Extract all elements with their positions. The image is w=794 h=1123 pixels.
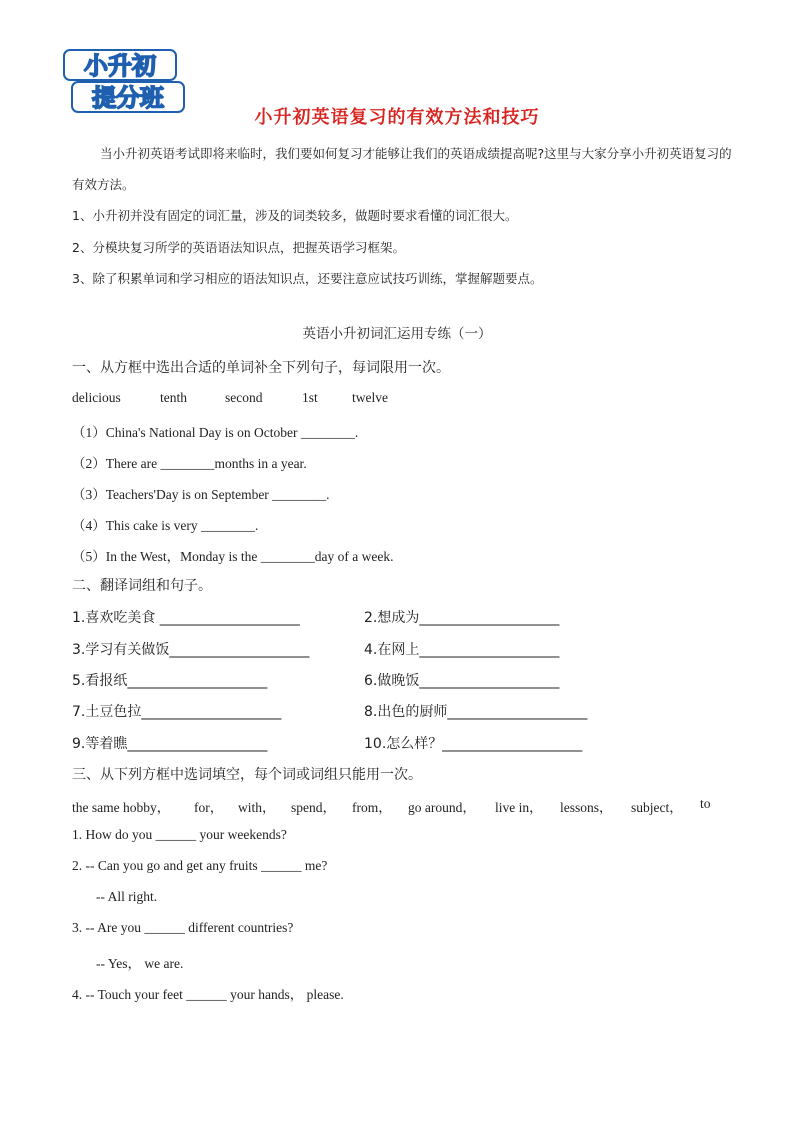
word-option: 1st <box>302 390 318 405</box>
word-option: second <box>225 390 263 405</box>
word-option: twelve <box>352 390 388 405</box>
intro-paragraph: 当小升初英语考试即将来临时，我们要如何复习才能够让我们的英语成绩提高呢?这里与大家分享小升初英语复习的有效方法。 <box>72 146 732 192</box>
part1-word-box <box>72 390 472 410</box>
word-option: lessons， <box>560 800 613 815</box>
translation-item: 9.等着瞧____________________ <box>72 736 268 752</box>
translation-item: 2.想成为____________________ <box>364 610 560 626</box>
word-option: the same hobby， <box>72 800 171 815</box>
translation-item: 1.喜欢吃美食 ____________________ <box>72 610 300 626</box>
page-title: 小升初英语复习的有效方法和技巧 <box>254 107 540 128</box>
word-option: subject， <box>631 800 683 815</box>
part2-heading: 二、翻译词组和句子。 <box>72 578 212 594</box>
part3-heading: 三、从下列方框中选词填空，每个词或词组只能用一次。 <box>72 767 422 783</box>
translation-item: 3.学习有关做饭____________________ <box>72 642 310 658</box>
part3-word-box <box>72 796 732 816</box>
word-option: for， <box>194 800 224 815</box>
part1-question-1: （1）China's National Day is on October ________. <box>72 425 359 440</box>
word-option: from， <box>352 800 392 815</box>
tip-1: 1、小升初并没有固定的词汇量，涉及的词类较多，做题时要求看懂的词汇很大。 <box>72 208 518 223</box>
part3-question-3: 3. -- Are you ______ different countries? <box>72 920 294 935</box>
part3-answer-3: -- Yes， we are. <box>96 956 184 971</box>
exercise-title: 英语小升初词汇运用专练（一） <box>302 326 492 342</box>
part1-question-2: （2）There are ________months in a year. <box>72 456 307 471</box>
translation-item: 4.在网上____________________ <box>364 642 560 658</box>
translation-item: 8.出色的厨师____________________ <box>364 704 588 720</box>
tip-2: 2、分模块复习所学的英语语法知识点，把握英语学习框架。 <box>72 240 405 255</box>
translation-item: 10.怎么样？____________________ <box>364 736 583 752</box>
word-option: spend， <box>291 800 336 815</box>
part3-question-1: 1. How do you ______ your weekends? <box>72 827 287 842</box>
part1-question-5: （5）In the West，Monday is the ________day of a week. <box>72 549 394 564</box>
part3-question-2: 2. -- Can you go and get any fruits ______ me? <box>72 858 328 873</box>
word-option: tenth <box>160 390 187 405</box>
word-option: with， <box>238 800 276 815</box>
word-option: go around， <box>408 800 476 815</box>
word-option: delicious <box>72 390 121 405</box>
tip-3: 3、除了积累单词和学习相应的语法知识点，还要注意应试技巧训练，掌握解题要点。 <box>72 271 543 286</box>
logo-line2: 提分班 <box>92 84 164 112</box>
translation-item: 7.土豆色拉____________________ <box>72 704 282 720</box>
translation-item: 5.看报纸____________________ <box>72 673 268 689</box>
part1-question-3: （3）Teachers'Day is on September ________. <box>72 487 330 502</box>
logo-line1: 小升初 <box>84 52 156 80</box>
word-option: to <box>700 796 711 811</box>
translation-item: 6.做晚饭____________________ <box>364 673 560 689</box>
part1-heading: 一、从方框中选出合适的单词补全下列句子，每词限用一次。 <box>72 360 450 376</box>
word-option: live in， <box>495 800 543 815</box>
part3-answer-2: -- All right. <box>96 889 158 904</box>
part3-question-4: 4. -- Touch your feet ______ your hands， please. <box>72 987 344 1002</box>
part1-question-4: （4）This cake is very ________. <box>72 518 259 533</box>
